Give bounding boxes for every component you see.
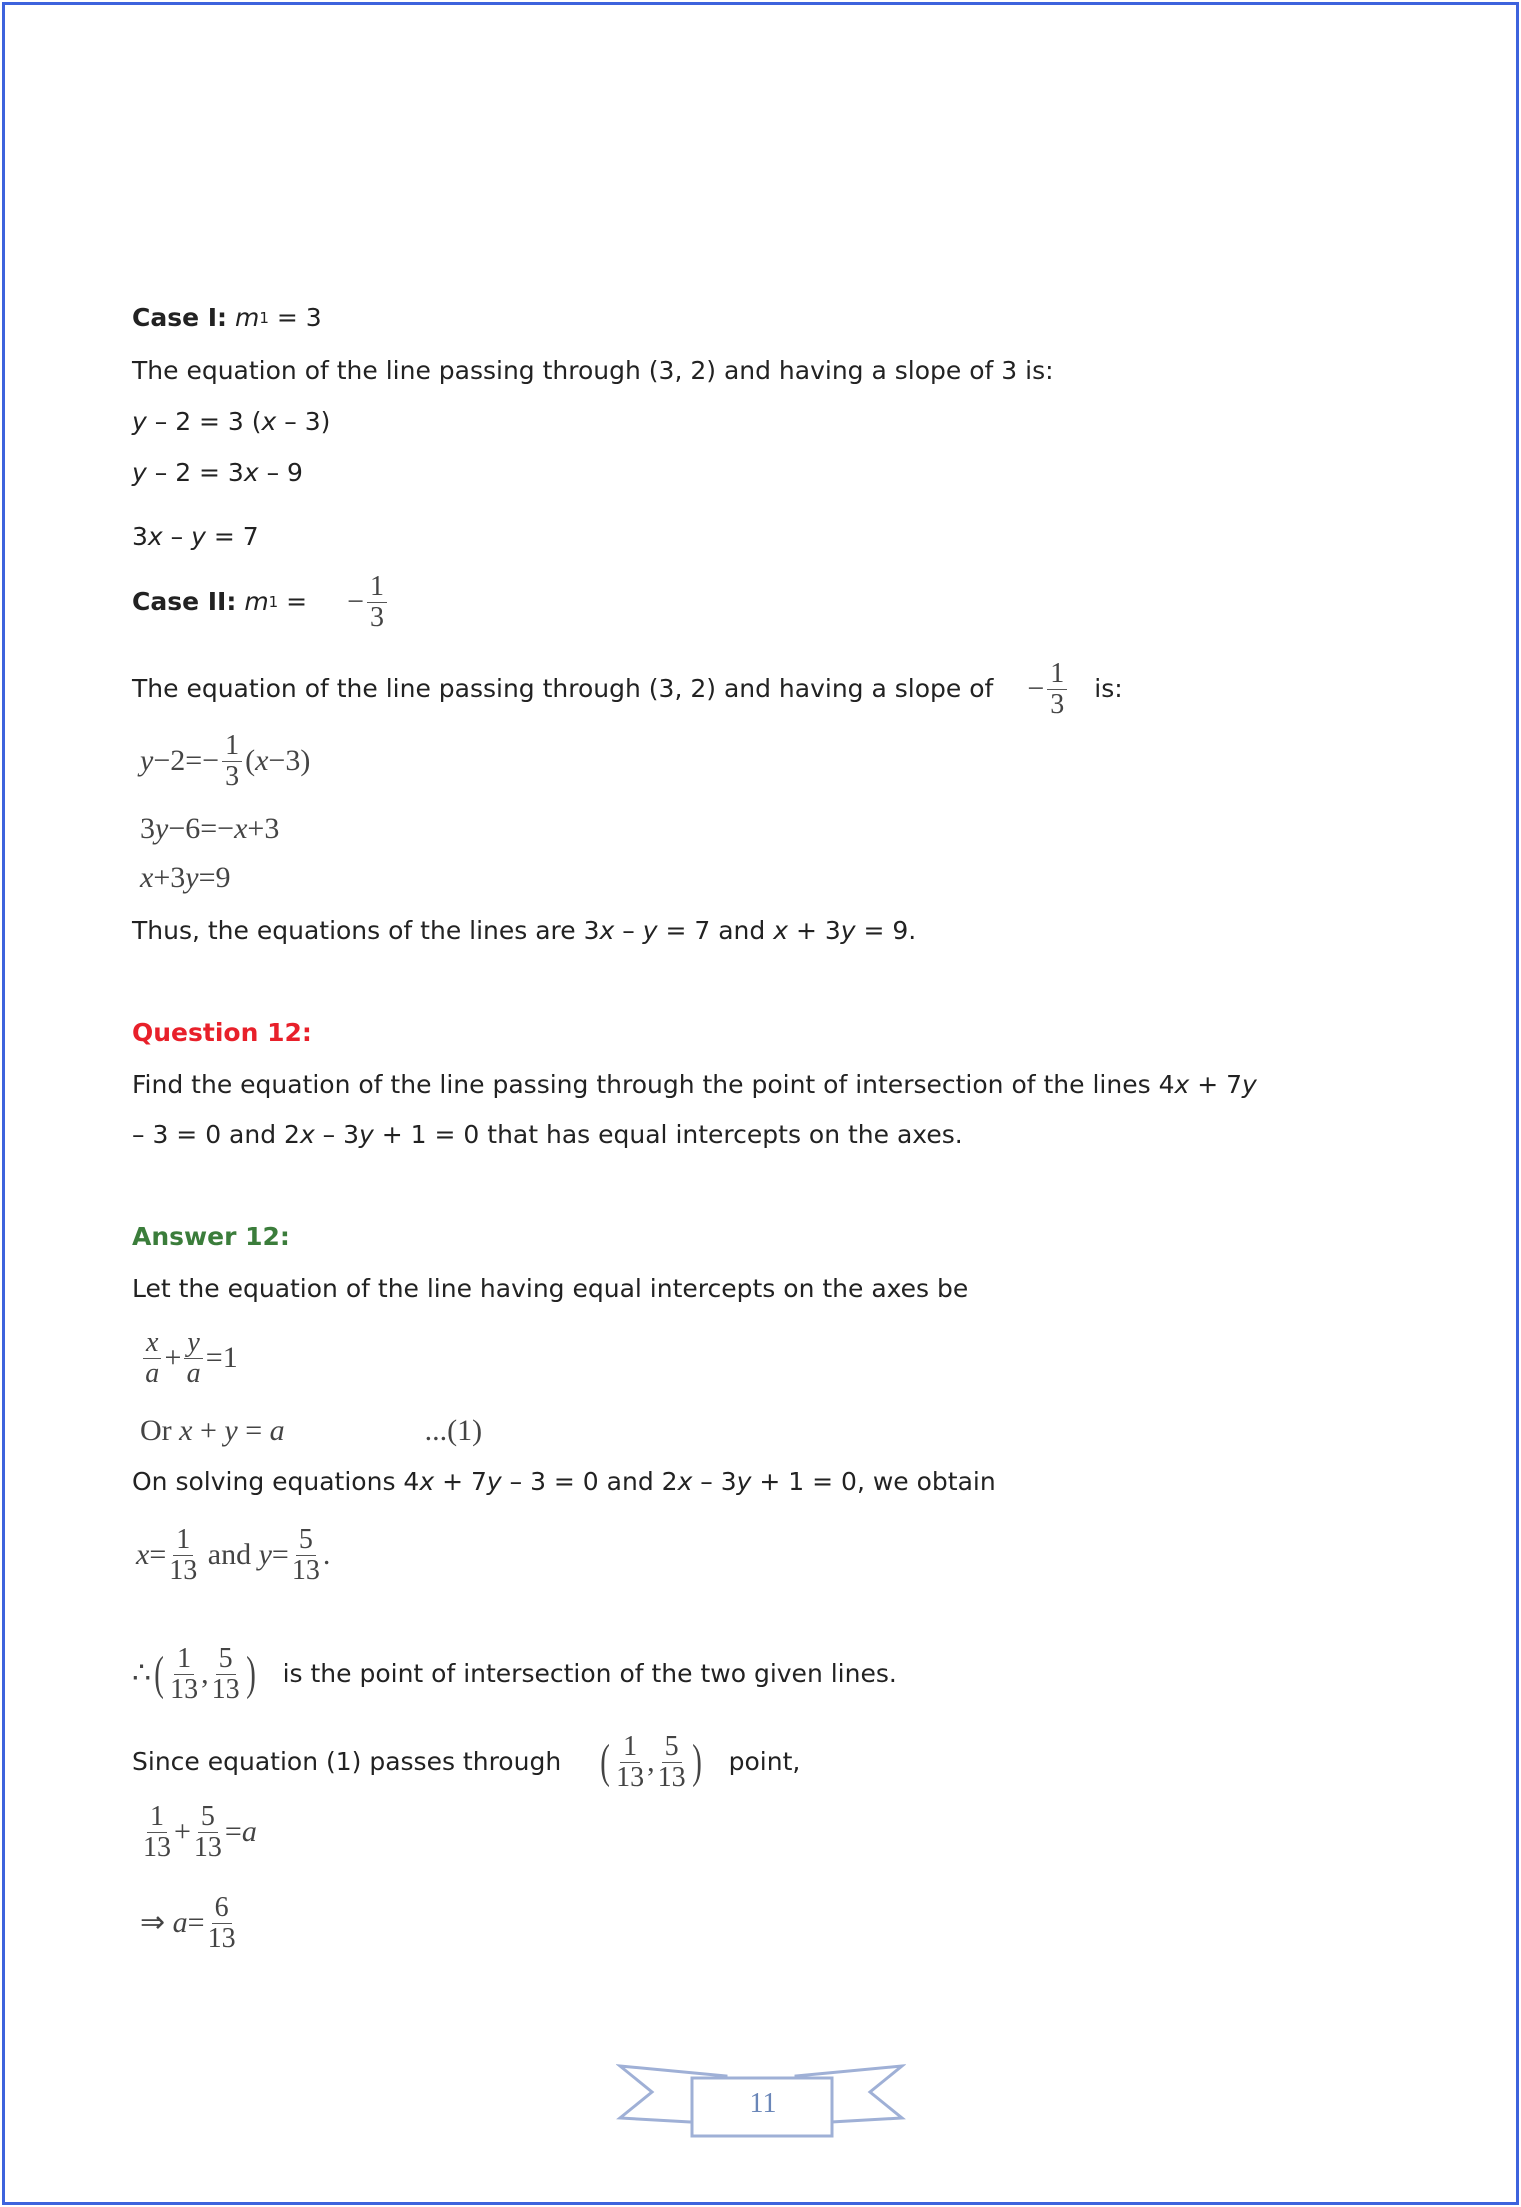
t: + 3 — [788, 916, 841, 945]
t: – 3 — [692, 1467, 737, 1496]
fraction — [658, 1732, 686, 1793]
t: =9 — [198, 861, 231, 894]
point-expression — [597, 1732, 704, 1793]
t: = 7 and — [657, 916, 774, 945]
t: +3 — [247, 812, 280, 845]
point-expression — [132, 1644, 259, 1705]
t: = — [271, 1538, 289, 1571]
question-heading: Question 12: — [132, 1018, 312, 1047]
t: x — [255, 744, 269, 777]
t: 5 — [198, 1802, 218, 1833]
t: 13 — [291, 1554, 320, 1586]
t: a — [186, 1357, 201, 1389]
t: Find the equation of the line passing through the point of intersection of the lines 4 — [132, 1070, 1175, 1099]
t: 13 — [207, 1922, 236, 1954]
t: + 1 = 0, we obtain — [751, 1467, 996, 1496]
t: = — [224, 1815, 242, 1848]
t: x — [179, 1414, 193, 1447]
t: − — [1027, 672, 1045, 705]
t: = 7 — [205, 522, 259, 551]
equation-1-ref — [140, 1411, 482, 1451]
t: 13 — [211, 1673, 240, 1705]
t: . — [322, 1538, 331, 1571]
t: ...(1) — [424, 1414, 483, 1447]
t: x — [140, 861, 154, 894]
t: y — [140, 744, 154, 777]
t: ( — [245, 744, 256, 777]
t: Or — [140, 1414, 180, 1447]
t: a — [172, 1906, 188, 1939]
t: Thus, the equations of the lines are 3 — [132, 916, 600, 945]
t: 5 — [216, 1644, 236, 1675]
t: 3 — [132, 522, 148, 551]
t: 1 — [367, 572, 387, 603]
fraction — [169, 1525, 197, 1586]
t: a — [269, 1414, 285, 1447]
math-line-1 — [140, 729, 311, 792]
t: x — [419, 1467, 435, 1496]
t: y — [486, 1467, 502, 1496]
result-equation — [140, 1891, 239, 1954]
t: a — [241, 1815, 257, 1848]
t: = — [187, 1906, 205, 1939]
t: x — [136, 1538, 150, 1571]
m-var: m — [244, 587, 269, 616]
t: y — [224, 1414, 238, 1447]
t: y — [184, 1328, 202, 1359]
page-number: 11 — [749, 2088, 777, 2119]
t: = — [237, 1414, 270, 1447]
fraction — [367, 572, 387, 633]
fraction — [143, 1328, 161, 1389]
t: x — [143, 1328, 161, 1359]
paren: ( — [600, 1735, 610, 1788]
t: 3 — [140, 812, 155, 845]
question-text-2 — [132, 1115, 963, 1155]
fraction — [222, 731, 242, 792]
t: and — [200, 1538, 259, 1571]
t: x — [261, 407, 277, 436]
t: y — [736, 1467, 752, 1496]
t: −2=− — [153, 744, 220, 777]
equation-2 — [132, 453, 303, 493]
t: + 7 — [1189, 1070, 1243, 1099]
text-line: Let the equation of the line having equal intercepts on the axes be — [132, 1274, 969, 1303]
t: y — [155, 812, 169, 845]
t: – — [614, 916, 643, 945]
t: – 3 = 0 and 2 — [501, 1467, 678, 1496]
t: 13 — [657, 1761, 686, 1793]
eq: = — [278, 587, 308, 616]
fraction — [170, 1644, 198, 1705]
t: – 9 — [258, 458, 303, 487]
intersection-line — [132, 1642, 897, 1705]
t: 13 — [169, 1554, 198, 1586]
conclusion-line — [132, 911, 916, 951]
t: 3 — [225, 760, 240, 792]
m-var: m — [235, 303, 260, 332]
t: y — [132, 458, 147, 487]
t: y — [359, 1120, 374, 1149]
equation-1 — [132, 402, 330, 442]
t: y — [185, 861, 199, 894]
fraction — [212, 1644, 240, 1705]
t: , — [201, 1657, 209, 1690]
answer-heading: Answer 12: — [132, 1222, 290, 1251]
t: 13 — [616, 1761, 645, 1793]
t: 1 — [222, 731, 242, 762]
t: , — [647, 1745, 655, 1778]
t: 5 — [662, 1732, 682, 1763]
t: On solving equations 4 — [132, 1467, 420, 1496]
t: =1 — [205, 1341, 238, 1374]
text-line — [132, 1462, 996, 1502]
t: y — [191, 522, 206, 551]
question-text-1 — [132, 1065, 1257, 1105]
case-2-heading: Case II: m 1 = − $\frac{1}{3}$ — [132, 582, 390, 622]
fraction — [616, 1732, 644, 1793]
fraction — [292, 1525, 320, 1586]
t: + 1 = 0 that has equal intercepts on the axes. — [373, 1120, 963, 1149]
t: − — [347, 585, 365, 618]
text-line — [132, 657, 1123, 720]
t: = 9. — [855, 916, 917, 945]
t: −3) — [268, 744, 311, 777]
paren: ) — [245, 1647, 256, 1700]
t: x — [773, 916, 789, 945]
t: y — [258, 1538, 272, 1571]
solution-xy — [136, 1523, 331, 1586]
fraction — [208, 1893, 236, 1954]
eq: = 3 — [268, 303, 322, 332]
t: 1 — [620, 1732, 640, 1763]
t: – 2 = 3 — [146, 458, 244, 487]
t: 1 — [147, 1802, 167, 1833]
t: 3 — [370, 601, 385, 633]
t: – — [162, 522, 192, 551]
t: – 3 — [314, 1120, 360, 1149]
case-1-heading: Case I: m 1 = 3 — [132, 298, 322, 338]
fraction — [143, 1802, 171, 1863]
t: 5 — [296, 1525, 316, 1556]
t: y — [1242, 1070, 1257, 1099]
t: 1 — [1047, 659, 1067, 690]
fraction — [1047, 659, 1067, 720]
t: 1 — [173, 1525, 193, 1556]
t: x — [234, 812, 248, 845]
t: The equation of the line passing through (3, 2) and having a slope of — [132, 674, 994, 703]
fraction — [184, 1328, 202, 1389]
t: x — [299, 1120, 315, 1149]
t: x — [1174, 1070, 1190, 1099]
case-label: Case II: — [132, 587, 237, 616]
t: 6 — [212, 1893, 232, 1924]
t: x — [147, 522, 163, 551]
since-line — [132, 1730, 801, 1793]
paren: ( — [154, 1647, 164, 1700]
t: Since equation (1) passes through — [132, 1747, 562, 1776]
t: 13 — [143, 1831, 171, 1863]
t: + — [192, 1414, 225, 1447]
t: – 3) — [276, 407, 331, 436]
t: + 7 — [434, 1467, 487, 1496]
fraction-neg-third — [1027, 659, 1070, 720]
t: = — [149, 1538, 167, 1571]
t: 1 — [174, 1644, 194, 1675]
intercept-form — [140, 1326, 238, 1389]
t: x — [677, 1467, 693, 1496]
t: 13 — [170, 1673, 199, 1705]
fraction-neg-third — [347, 572, 390, 633]
t: x — [243, 458, 259, 487]
t: ∴ — [132, 1657, 152, 1690]
t: ⇒ — [140, 1906, 166, 1939]
t: +3 — [153, 861, 186, 894]
t: point, — [728, 1747, 801, 1776]
paren: ) — [691, 1735, 702, 1788]
t: + — [164, 1341, 182, 1374]
t: 13 — [193, 1831, 222, 1863]
sum-equation — [140, 1800, 257, 1863]
t: + — [174, 1815, 191, 1848]
math-line-3 — [140, 858, 231, 898]
text-line: The equation of the line passing through (3, 2) and having a slope of 3 is: — [132, 356, 1054, 385]
t: −6=− — [168, 812, 235, 845]
t: a — [145, 1357, 160, 1389]
case-label: Case I: — [132, 303, 228, 332]
t: y — [642, 916, 658, 945]
t: y — [132, 407, 147, 436]
t: – 3 = 0 and 2 — [132, 1120, 300, 1149]
fraction — [194, 1802, 222, 1863]
t: – 2 = 3 ( — [146, 407, 262, 436]
t: 3 — [1050, 688, 1065, 720]
t: y — [840, 916, 856, 945]
t: is the point of intersection of the two given lines. — [282, 1659, 897, 1688]
math-line-2 — [140, 809, 279, 849]
t: is: — [1094, 674, 1123, 703]
equation-3 — [132, 517, 259, 557]
t: x — [599, 916, 615, 945]
